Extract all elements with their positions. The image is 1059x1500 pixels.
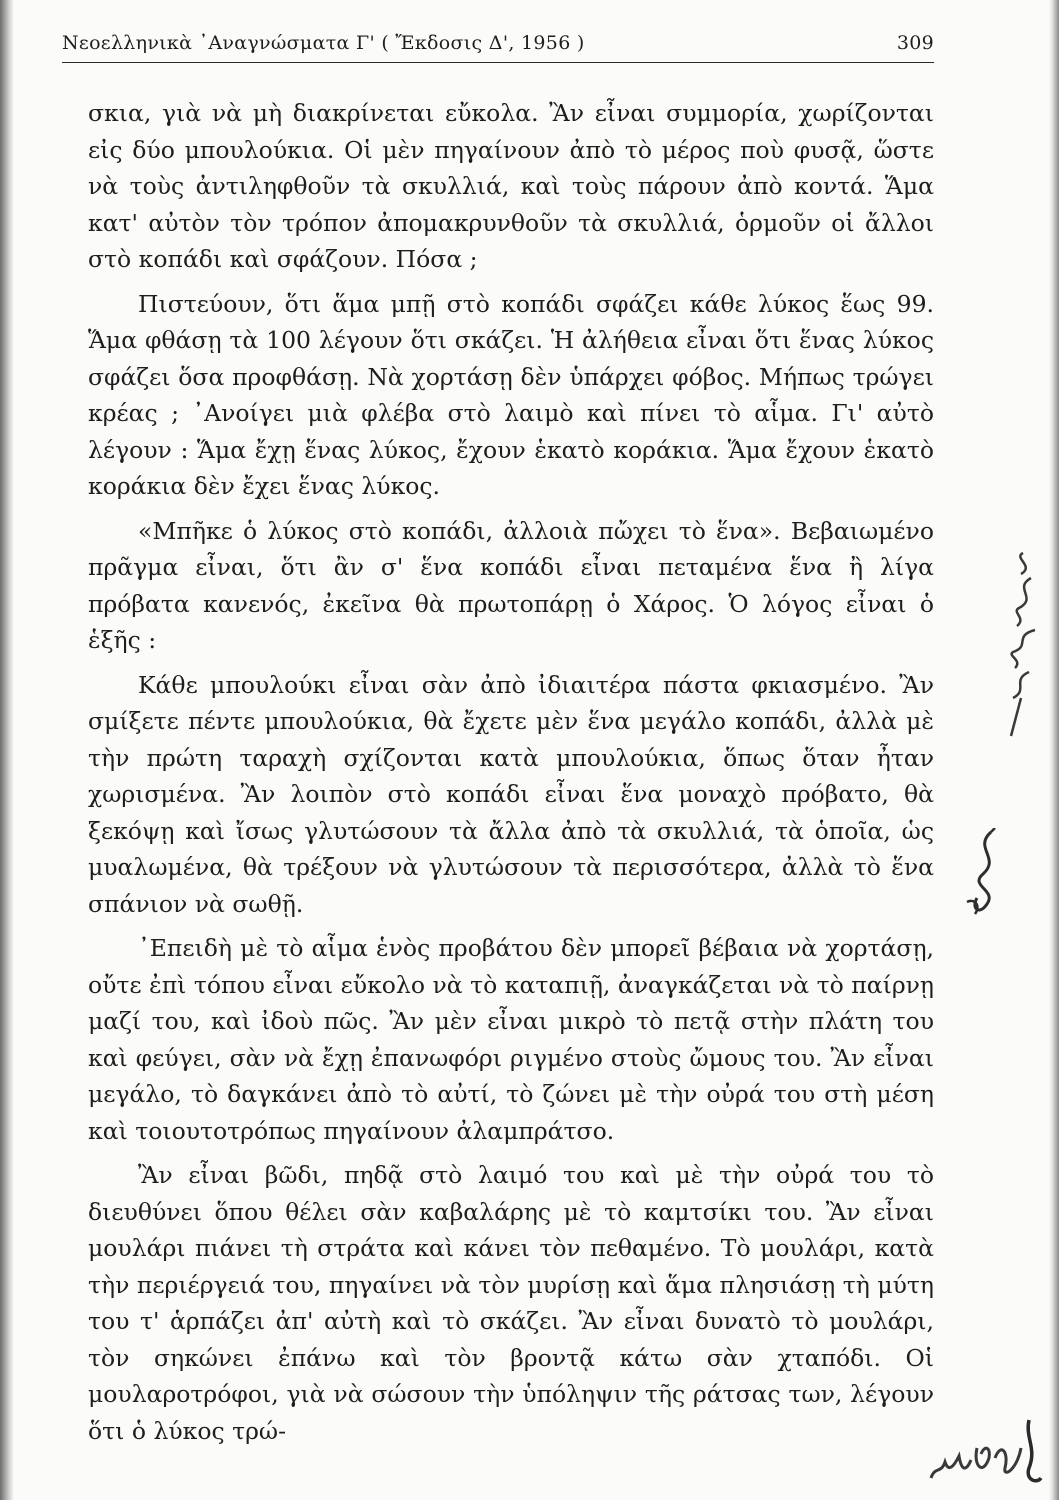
- handwritten-word-icon: [983, 548, 1053, 738]
- paragraph-6: Ἂν εἶναι βῶδι, πηδᾷ στὸ λαιμό του καὶ μὲ τὴν οὐρά του τὸ διευθύνει ὅπου θέλει σὰν καβαλάρης μὲ τὸ καμτσίκι του. Ἂν εἶναι μουλάρι πιάνει τὴ στράτα καὶ κάνει τὸν πεθαμένο. Τὸ μουλάρι, κατὰ τὴν περιέργειά του, πηγαίνει νὰ τὸν μυρίσῃ καὶ ἅμα πλησιάσῃ τὴ μύτη του τ' ἁρπάζει ἀπ' αὐτὴ καὶ τὸ σκάζει. Ἂν εἶναι δυνατὸ τὸ μουλάρι, τὸν σηκώνει ἐπάνω καὶ τὸν βροντᾷ κάτω σὰν χταπόδι. Οἱ μουλαροτρόφοι, γιὰ νὰ σώσουν τὴν ὑπόληψιν τῆς ράτσας των, λέγουν ὅτι ὁ λύκος τρώ-: [88, 1161, 934, 1445]
- paragraph-5: ᾿Επειδὴ μὲ τὸ αἷμα ἑνὸς προβάτου δὲν μπορεῖ βέβαια νὰ χορτάσῃ, οὔτε ἐπὶ τόπου εἶναι εὔκολο νὰ τὸ καταπιῇ, ἀναγκάζεται νὰ τὸ παίρνῃ μαζί του, καὶ ἰδοὺ πῶς. Ἂν μὲν εἶναι μικρὸ τὸ πετᾷ στὴν πλάτη του καὶ φεύγει, σὰν νὰ ἔχῃ ἐπανωφόρι ριγμένο στοὺς ὤμους του. Ἂν εἶναι μεγάλο, τὸ δαγκάνει ἀπὸ τὸ αὐτί, τὸ ζώνει μὲ τὴν οὐρά του στὴ μέση καὶ τοιουτοτρόπως πηγαίνουν ἀλαμπράτσο.: [88, 934, 934, 1145]
- handwritten-word-drawing: [983, 548, 1053, 738]
- paragraph-3: «Μπῆκε ὁ λύκος στὸ κοπάδι, ἀλλοιὰ πὤχει τὸ ἕνα». Βεβαιωμένο πρᾶγμα εἶναι, ὅτι ἂν σ' ἕνα κοπάδι εἶναι πεταμένα ἕνα ἢ λίγα πρόβατα κανενός, ἐκεῖνα θὰ πρωτοπάρῃ ὁ Χάρος. Ὁ λόγος εἶναι ὁ ἑξῆς :: [88, 516, 934, 654]
- page-edge-shadow-left: [0, 0, 14, 1500]
- page-header: [62, 24, 934, 64]
- running-title: Νεοελληνικὰ ᾿Αναγνώσματα Γ' ( Ἔκδοσις Δ', 1956 ): [62, 32, 585, 54]
- paragraph-1: σκια, γιὰ νὰ μὴ διακρίνεται εὔκολα. Ἂν εἶναι συμμορία, χωρίζονται εἰς δύο μπουλούκια. Οἱ μὲν πηγαίνουν ἀπὸ τὸ μέρος ποὺ φυσᾷ, ὥστε νὰ τοὺς ἀντιληφθοῦν τὰ σκυλλιά, καὶ τοὺς πάρουν ἀπὸ κοντά. Ἅμα κατ' αὐτὸν τὸν τρόπον ἀπομακρυνθοῦν τὰ σκυλλιά, ὁρμοῦν οἱ ἄλλοι στὸ κοπάδι καὶ σφάζουν. Πόσα ;: [88, 99, 934, 273]
- paragraph-2: Πιστεύουν, ὅτι ἅμα μπῇ στὸ κοπάδι σφάζει κάθε λύκος ἕως 99. Ἅμα φθάσῃ τὰ 100 λέγουν ὅτι σκάζει. Ἡ ἀλήθεια εἶναι ὅτι ἕνας λύκος σφάζει ὅσα προφθάσῃ. Νὰ χορτάσῃ δὲν ὑπάρχει φόβος. Μήπως τρώγει κρέας ; ᾿Ανοίγει μιὰ φλέβα στὸ λαιμὸ καὶ πίνει τὸ αἷμα. Γι' αὐτὸ λέγουν : Ἅμα ἔχῃ ἕνας λύκος, ἔχουν ἑκατὸ κοράκια. Ἅμα ἔχουν ἑκατὸ κοράκια δὲν ἔχει ἕνας λύκος.: [88, 289, 934, 500]
- paragraph-4: Κάθε μπουλούκι εἶναι σὰν ἀπὸ ἰδιαιτέρα πάστα φκιασμένο. Ἂν σμίξετε πέντε μπουλούκια, θὰ ἔχετε μὲν ἕνα μεγάλο κοπάδι, ἀλλὰ μὲ τὴν πρώτη ταραχὴ σχίζονται κατὰ μπουλούκια, ὅπως ὅταν ἦταν χωρισμένα. Ἂν λοιπὸν στὸ κοπάδι εἶναι ἕνα μοναχὸ πρόβατο, θὰ ξεκόψῃ καὶ ἴσως γλυτώσουν τὰ ἄλλα ἀπὸ τὰ σκυλλιά, τὰ ὁποῖα, ὡς μυαλωμένα, θὰ τρέξουν νὰ γλυτώσουν τὰ περισσότερα, ἀλλὰ τὸ ἕνα σπάνιον νὰ σωθῇ.: [88, 670, 934, 918]
- handwritten-scribble-icon: [925, 1418, 1045, 1488]
- header-rule: [62, 62, 934, 63]
- handwritten-mark-icon: [961, 828, 1009, 928]
- handwritten-scribble-drawing: [925, 1418, 1045, 1488]
- body-text: [88, 95, 934, 1457]
- page-number: 309: [896, 32, 934, 54]
- page-edge-shadow-right: [1049, 0, 1059, 1500]
- handwritten-mark-drawing: [961, 828, 1009, 928]
